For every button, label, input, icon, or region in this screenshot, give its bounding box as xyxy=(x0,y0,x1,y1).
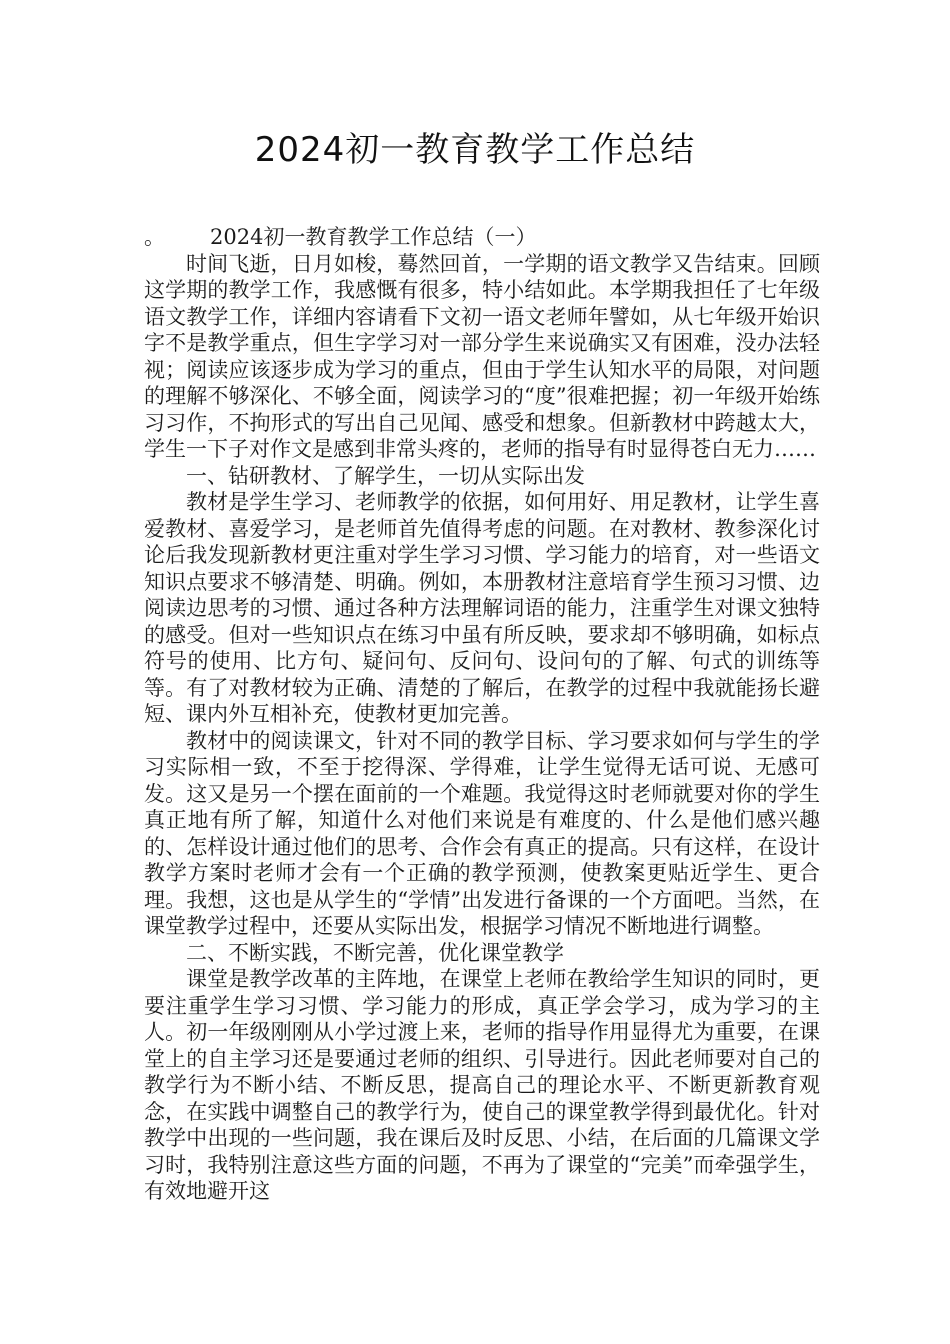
document-body xyxy=(144,224,820,1205)
paragraph-classroom: 课堂是教学改革的主阵地，在课堂上老师在教给学生知识的同时，更要注重学生学习习惯、学习能力的形成，真正学会学习，成为学习的主人。初一年级刚刚从小学过渡上来，老师的指导作用显得尤为重要，在课堂上的自主学习还是要通过老师的组织、引导进行。因此老师要对自己的教学行为不断小结、不断反思，提高自己的理论水平、不断更新教育观念，在实践中调整自己的教学行为，使自己的课堂教学得到最优化。针对教学中出现的一些问题，我在课后及时反思、小结，在后面的几篇课文学习时，我特别注意这些方面的问题，不再为了课堂的“完美”而牵强学生，有效地避开这 xyxy=(144,967,820,1203)
section-heading-1: 一、钻研教材、了解学生，一切从实际出发 xyxy=(186,463,585,488)
lead-mark: 。 xyxy=(144,225,165,249)
section-subtitle: 2024初一教育教学工作总结（一） xyxy=(210,225,537,249)
paragraph-intro: 时间飞逝，日月如梭，蓦然回首，一学期的语文教学又告结束。回顾这学期的教学工作，我感慨有很多，特小结如此。本学期我担任了七年级语文教学工作，详细内容请看下文初一语文老师年譬如，从七年级开始识字不是教学重点，但生字学习对一部分学生来说确实又有困难，没办法轻视；阅读应该逐步成为学习的重点，但由于学生认知水平的局限，对问题的理解不够深化、不够全面，阅读学习的“度”很难把握；初一年级开始练习习作，不拘形式的写出自己见闻、感受和想象。但新教材中跨越太大，学生一下子对作文是感到非常头疼的，老师的指导有时显得苍白无力…… xyxy=(144,251,820,461)
paragraph-textbook: 教材是学生学习、老师教学的依据，如何用好、用足教材，让学生喜爱教材、喜爱学习，是老师首先值得考虑的问题。在对教材、教参深化讨论后我发现新教材更注重对学生学习习惯、学习能力的培育，对一些语文知识点要求不够清楚、明确。例如，本册教材注意培育学生预习习惯、边阅读边思考的习惯、通过各种方法理解词语的能力，注重学生对课文独特的感受。但对一些知识点在练习中虽有所反映，要求却不够明确，如标点符号的使用、比方句、疑问句、反问句、设问句的了解、句式的训练等等。有了对教材较为正确、清楚的了解后，在教学的过程中我就能扬长避短、课内外互相补充，使教材更加完善。 xyxy=(144,490,820,726)
section-heading-2: 二、不断实践，不断完善，优化课堂教学 xyxy=(186,940,564,965)
subtitle-line xyxy=(144,224,820,251)
document-title: 2024初一教育教学工作总结 xyxy=(254,130,696,170)
paragraph-reading: 教材中的阅读课文，针对不同的教学目标、学习要求如何与学生的学习实际相一致，不至于挖得深、学得难，让学生觉得无话可说、无感可发。这又是另一个摆在面前的一个难题。我觉得这时老师就要对你的学生真正地有所了解，知道什么对他们来说是有难度的、什么是他们感兴趣的、怎样设计通过他们的思考、合作会有真正的提高。只有这样，在设计教学方案时老师才会有一个正确的教学预测，使教案更贴近学生、更合理。我想，这也是从学生的“学情”出发进行备课的一个方面吧。当然，在课堂教学过程中，还要从实际出发，根据学习情况不断地进行调整。 xyxy=(144,728,820,938)
